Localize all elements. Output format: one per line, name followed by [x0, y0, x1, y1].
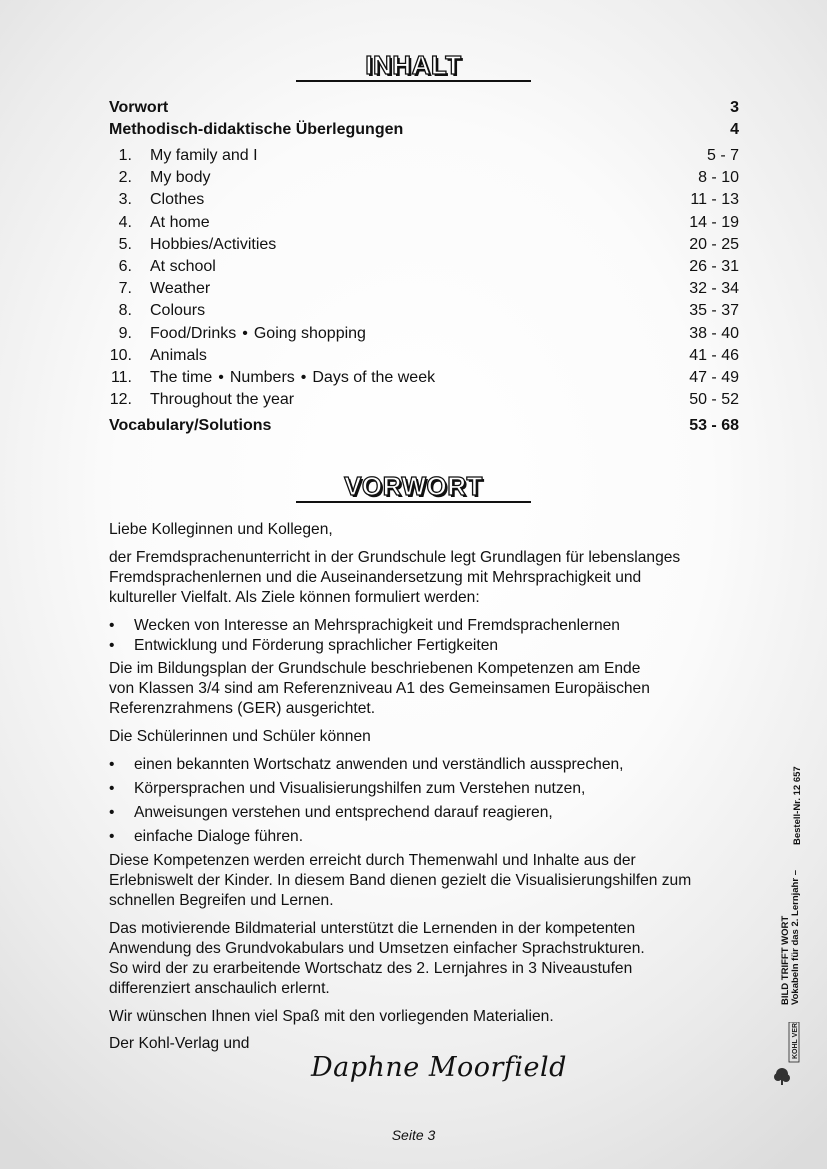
toc-title: My family and I [150, 147, 258, 164]
toc-row-chapter-8[interactable] [109, 301, 739, 321]
toc-num: 4. [118, 214, 132, 231]
toc-title: At home [150, 214, 210, 231]
toc-title: My body [150, 169, 211, 186]
intro-line: der Fremdsprachenunterricht in der Grundschule legt Grundlagen für lebenslanges [109, 549, 681, 566]
toc-title-part: Going shopping [253, 325, 366, 342]
bullet-separator: • [218, 369, 224, 386]
toc-pages: 32 - 34 [689, 280, 739, 297]
tree-logo-icon [773, 1022, 803, 1086]
toc-row-chapter-10[interactable] [109, 346, 739, 366]
toc-pages: 11 - 13 [690, 191, 739, 208]
svg-text:KOHL VERLAG: KOHL VERLAG [792, 1022, 799, 1059]
toc-num: 12. [109, 391, 132, 408]
toc-num: 1. [118, 147, 132, 164]
toc-row-chapter-4[interactable] [109, 213, 739, 233]
toc-pages: 5 - 7 [706, 147, 739, 164]
goal-text: Entwicklung und Förderung sprachlicher Fertigkeiten [134, 637, 499, 654]
toc-num: 2. [118, 169, 132, 186]
toc-pages: 47 - 49 [689, 369, 739, 386]
toc-title: Methodisch-didaktische Überlegungen [109, 121, 404, 138]
toc-pages: 53 - 68 [689, 417, 739, 434]
toc-title-part: Numbers [229, 369, 295, 386]
toc-num: 5. [118, 236, 132, 253]
toc-row-chapter-7[interactable] [109, 279, 739, 299]
competence-line: Erlebniswelt der Kinder. In diesem Band dienen gezielt die Visualisierungshilfen zum [109, 872, 692, 889]
skill-text: Körpersprachen und Visualisierungshilfen zum Verstehen nutzen, [134, 780, 586, 797]
toc-title-part: The time [150, 369, 213, 386]
wish-line: Wir wünschen Ihnen viel Spaß mit den vorliegenden Materialien. [109, 1008, 554, 1025]
page-number: Seite 3 [391, 1127, 436, 1143]
toc-num: 3. [118, 191, 132, 208]
bullet-separator: • [242, 325, 248, 342]
bullet-icon: • [109, 780, 115, 797]
bullet-separator: • [300, 369, 307, 386]
toc-num: 11. [110, 369, 132, 386]
toc-row-vocabulary[interactable] [109, 416, 739, 436]
skill-text: einfache Dialoge führen. [134, 828, 304, 845]
toc-title-part: Food/Drinks [150, 325, 237, 342]
bullet-icon: • [109, 756, 115, 773]
bullet-icon: • [109, 637, 115, 654]
toc-row-chapter-3[interactable] [109, 190, 739, 210]
side-order-number: Bestell-Nr. 12 657 [792, 766, 803, 845]
vorwort-heading-text: VORWORT [344, 471, 483, 501]
toc-row-chapter-1[interactable] [109, 146, 739, 166]
toc-num: 6. [118, 258, 132, 275]
toc-num: 7. [118, 280, 132, 297]
plan-line: von Klassen 3/4 sind am Referenzniveau A1 des Gemeinsamen Europäischen [109, 680, 650, 697]
vorwort-heading [296, 472, 531, 503]
toc-pages: 38 - 40 [689, 325, 739, 342]
bullet-icon: • [109, 828, 115, 845]
toc-title: Hobbies/Activities [150, 236, 277, 253]
bullet-icon: • [109, 617, 115, 634]
plan-line: Die im Bildungsplan der Grundschule beschriebenen Kompetenzen am Ende [109, 660, 641, 677]
toc-title-part: Days of the week [312, 369, 436, 386]
toc-pages: 4 [730, 121, 739, 138]
toc-pages: 3 [730, 99, 739, 116]
toc-row-chapter-5[interactable] [109, 235, 739, 255]
toc-row-chapter-2[interactable] [109, 168, 739, 188]
toc-title: Weather [150, 280, 211, 297]
toc-pages: 20 - 25 [689, 236, 739, 253]
toc-row-chapter-9[interactable] [109, 324, 739, 344]
side-subtitle: Vokabeln für das 2. Lernjahr – [790, 870, 801, 1005]
toc-row-chapter-6[interactable] [109, 257, 739, 277]
skill-text: einen bekannten Wortschatz anwenden und verständlich aussprechen, [134, 756, 624, 773]
toc-pages: 50 - 52 [689, 391, 739, 408]
toc-num: 8. [118, 302, 132, 319]
toc-title: Vorwort [109, 99, 169, 116]
competence-line: Diese Kompetenzen werden erreicht durch Themenwahl und Inhalte aus der [109, 852, 636, 869]
toc-title: Clothes [150, 191, 205, 208]
inhalt-heading-text: INHALT [365, 50, 462, 80]
greeting: Liebe Kolleginnen und Kollegen, [109, 521, 333, 538]
material-line: differenziert anschaulich erlernt. [109, 980, 330, 997]
toc-title: Animals [150, 347, 207, 364]
toc-title: Vocabulary/Solutions [109, 417, 272, 434]
toc-row-methodisch[interactable] [109, 120, 739, 140]
material-line: Das motivierende Bildmaterial unterstützt die Lernenden in der kompetenten [109, 920, 636, 937]
side-title: BILD TRIFFT WORT [780, 915, 791, 1005]
material-line: Anwendung des Grundvokabulars und Umsetzen einfacher Sprachstrukturen. [109, 940, 645, 957]
bullet-icon: • [109, 804, 115, 821]
toc-title: Colours [150, 302, 206, 319]
skill-text: Anweisungen verstehen und entsprechend darauf reagieren, [134, 804, 553, 821]
toc-pages: 35 - 37 [689, 302, 739, 319]
toc-row-chapter-11[interactable] [109, 368, 739, 388]
toc-pages: 26 - 31 [689, 258, 739, 275]
kohl-verlag-logo [773, 1022, 803, 1086]
goal-text: Wecken von Interesse an Mehrsprachigkeit und Fremdsprachenlernen [134, 617, 620, 634]
inhalt-heading-underline [296, 80, 531, 82]
toc-num: 10. [109, 347, 132, 364]
toc-title [150, 324, 366, 344]
toc-row-vorwort[interactable] [109, 98, 739, 118]
toc-row-chapter-12[interactable] [109, 390, 739, 410]
toc-pages: 14 - 19 [689, 214, 739, 231]
toc-num: 9. [118, 325, 132, 342]
plan-line: Referenzrahmens (GER) ausgerichtet. [109, 700, 376, 717]
students-intro: Die Schülerinnen und Schüler können [109, 728, 371, 745]
material-line: So wird der zu erarbeitende Wortschatz des 2. Lernjahres in 3 Niveaustufen [109, 960, 633, 977]
closing-line: Der Kohl-Verlag und [109, 1035, 250, 1052]
inhalt-heading [296, 51, 531, 82]
toc-pages: 41 - 46 [689, 347, 739, 364]
toc-title: At school [150, 258, 216, 275]
signature: Daphne Moorfield [311, 1052, 567, 1083]
toc-pages: 8 - 10 [698, 169, 739, 186]
toc-title [150, 368, 435, 388]
toc-title: Throughout the year [150, 391, 295, 408]
intro-line: kultureller Vielfalt. Als Ziele können formuliert werden: [109, 589, 480, 606]
intro-line: Fremdsprachenlernen und die Auseinandersetzung mit Mehrsprachigkeit und [109, 569, 642, 586]
competence-line: schnellen Begreifen und Lernen. [109, 892, 334, 909]
vorwort-heading-underline [296, 501, 531, 503]
